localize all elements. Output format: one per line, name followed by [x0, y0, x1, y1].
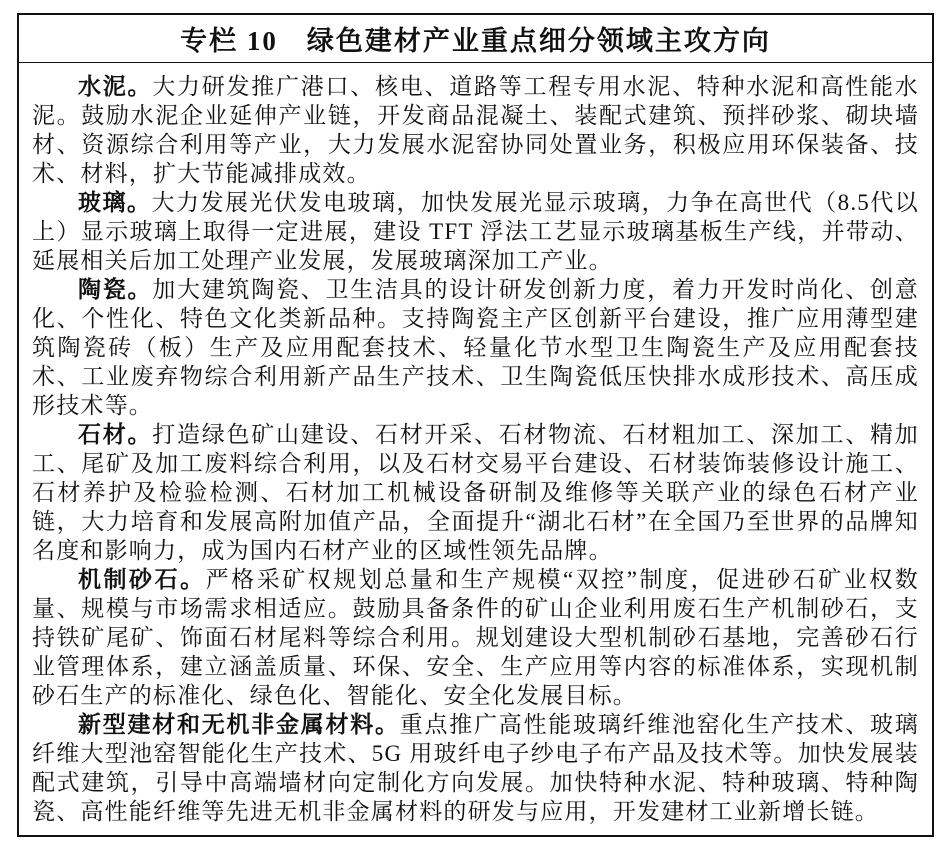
section-paragraph-glass [32, 188, 919, 275]
section-heading-stone: 石材。 [78, 422, 153, 447]
section-paragraph-new-materials [32, 710, 919, 826]
section-text-sand: 严格采矿权规划总量和生产规模“双控”制度，促进砂石矿业权数量、规模与市场需求相适应。鼓励具备条件的矿山企业利用废石生产机制砂石，支持铁矿尾矿、饰面石材尾料等综合利用。规划建设大型机制砂石基地，完善砂石行业管理体系，建立涵盖质量、环保、安全、生产应用等内容的标准体系，实现机制砂石生产的标准化、绿色化、智能化、安全化发展目标。 [32, 567, 920, 708]
section-heading-ceramics: 陶瓷。 [78, 277, 153, 302]
section-heading-sand: 机制砂石。 [78, 567, 206, 592]
section-paragraph-sand [32, 565, 919, 710]
section-text-new-materials: 重点推广高性能玻璃纤维池窑化生产技术、玻璃纤维大型池窑智能化生产技术、5G 用玻纤电子纱电子布产品及技术等。加快发展装配式建筑，引导中高端墙材向定制化方向发展。加快特种水泥、特种玻璃、特种陶瓷、高性能纤维等先进无机非金属材料的研发与应用，开发建材工业新增长链。 [32, 712, 919, 824]
column-body [19, 63, 932, 835]
column-box [17, 13, 934, 837]
section-paragraph-cement [32, 72, 919, 188]
section-paragraph-ceramics [32, 275, 919, 420]
section-text-glass: 大力发展光伏发电玻璃，加快发展光显示玻璃，力争在高世代（8.5代以上）显示玻璃上取得一定进展，建设 TFT 浮法工艺显示玻璃基板生产线，并带动、延展相关后加工处理产业发展，发展玻璃深加工产业。 [32, 190, 919, 273]
section-text-cement: 大力研发推广港口、核电、道路等工程专用水泥、特种水泥和高性能水泥。鼓励水泥企业延伸产业链，开发商品混凝土、装配式建筑、预拌砂浆、砌块墙材、资源综合利用等产业，大力发展水泥窑协同处置业务，积极应用环保装备、技术、材料，扩大节能减排成效。 [32, 74, 919, 186]
section-text-ceramics: 加大建筑陶瓷、卫生洁具的设计研发创新力度，着力开发时尚化、创意化、个性化、特色文化类新品种。支持陶瓷主产区创新平台建设，推广应用薄型建筑陶瓷砖（板）生产及应用配套技术、轻量化节水型卫生陶瓷生产及应用配套技术、工业废弃物综合利用新产品生产技术、卫生陶瓷低压快排水成形技术、高压成形技术等。 [32, 277, 919, 418]
section-paragraph-stone [32, 420, 919, 565]
section-text-stone: 打造绿色矿山建设、石材开采、石材物流、石材粗加工、深加工、精加工、尾矿及加工废料综合利用，以及石材交易平台建设、石材装饰装修设计施工、石材养护及检验检测、石材加工机械设备研制及维修等关联产业的绿色石材产业链，大力培育和发展高附加值产品，全面提升“湖北石材”在全国乃至世界的品牌知名度和影响力，成为国内石材产业的区域性领先品牌。 [32, 422, 919, 563]
section-heading-cement: 水泥。 [78, 74, 153, 99]
section-heading-glass: 玻璃。 [78, 190, 152, 215]
column-title: 专栏 10 绿色建材产业重点细分领域主攻方向 [19, 15, 932, 63]
section-heading-new-materials: 新型建材和无机非金属材料。 [78, 712, 400, 737]
